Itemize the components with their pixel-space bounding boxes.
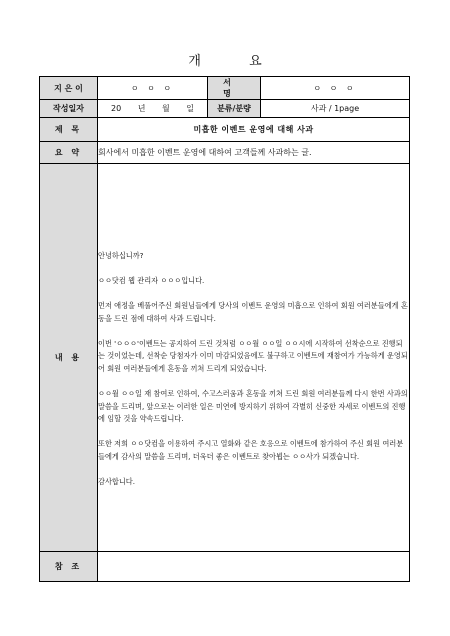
date-year: 20 <box>110 104 122 113</box>
author-label: 지 은 이 <box>40 77 98 100</box>
greeting-paragraph: 안녕하십니까? <box>98 250 144 260</box>
introduction-paragraph: ㅇㅇ닷컴 웹 관리자 ㅇㅇㅇ입니다. <box>98 275 205 285</box>
content-body <box>98 164 410 552</box>
date-label: 작성일자 <box>40 100 98 118</box>
reference-row <box>40 552 410 582</box>
summary-value: 회사에서 미흡한 이벤트 운영에 대하여 고객들께 사과하는 글. <box>98 142 410 164</box>
content-paragraphs <box>98 214 409 489</box>
reference-label: 참 조 <box>40 552 98 582</box>
explanation-paragraph: 이번 'ㅇㅇㅇ'이벤트는 공지하여 드린 것처럼 ㅇㅇ월 ㅇㅇ일 ㅇㅇ시에 시작하여 선착순으로 진행되는 것이었는데, 선착순 당첨자가 이미 마감되었음에도 불구하고 이벤트에 재참여가 가능하게 운영되어 회원 여러분들에게 혼동을 끼쳐 드리게 되었습니다. <box>98 338 408 373</box>
subject-value: 미흡한 이벤트 운영에 대해 사과 <box>98 118 410 142</box>
apology-paragraph: 먼저 애정을 베풀어주신 회원님들에게 당사의 이벤트 운영의 미흡으로 인하여 회원 여러분들에게 혼동을 드린 점에 대하여 사과 드립니다. <box>98 300 408 323</box>
overview-form-table <box>39 76 410 582</box>
author-row <box>40 77 410 100</box>
date-row <box>40 100 410 118</box>
date-year-unit: 년 <box>137 104 146 113</box>
date-value <box>98 100 208 118</box>
signature-value: ㅇ ㅇ ㅇ <box>261 77 410 100</box>
author-value: ㅇ ㅇ ㅇ <box>98 77 208 100</box>
date-month-unit: 월 <box>162 104 170 113</box>
signature-label: 서 명 <box>208 77 261 100</box>
content-row <box>40 164 410 552</box>
summary-label: 요 약 <box>40 142 98 164</box>
category-value: 사과 / 1page <box>261 100 410 118</box>
summary-row <box>40 142 410 164</box>
subject-row <box>40 118 410 142</box>
gratitude-paragraph: 또한 저희 ㅇㅇ닷컴을 이용하여 주시고 열화와 같은 호응으로 이벤트에 참가하여 주신 회원 여러분들에게 감사의 말씀을 드리며, 더욱더 좋은 이벤트로 찾아뵙는 ㅇㅇ사가 되겠습니다. <box>98 439 404 462</box>
category-label: 분류/분량 <box>208 100 261 118</box>
closing-paragraph: 감사합니다. <box>98 477 136 487</box>
document-title: 개 요 <box>188 54 284 69</box>
reference-value <box>98 552 410 582</box>
promise-paragraph: ㅇㅇ월 ㅇㅇ일 재 참여로 인하여, 수고스러움과 혼동을 끼쳐 드린 회원 여러분들께 다시 한번 사과의 말씀을 드리며, 앞으로는 이러한 일은 미연에 방지하기 위하여 각별히 신중한 자세로 이벤트의 진행에 임할 것을 약속드립니다. <box>98 389 408 424</box>
subject-label: 제 목 <box>40 118 98 142</box>
content-label: 내 용 <box>40 164 98 552</box>
date-day-unit: 일 <box>186 104 195 113</box>
